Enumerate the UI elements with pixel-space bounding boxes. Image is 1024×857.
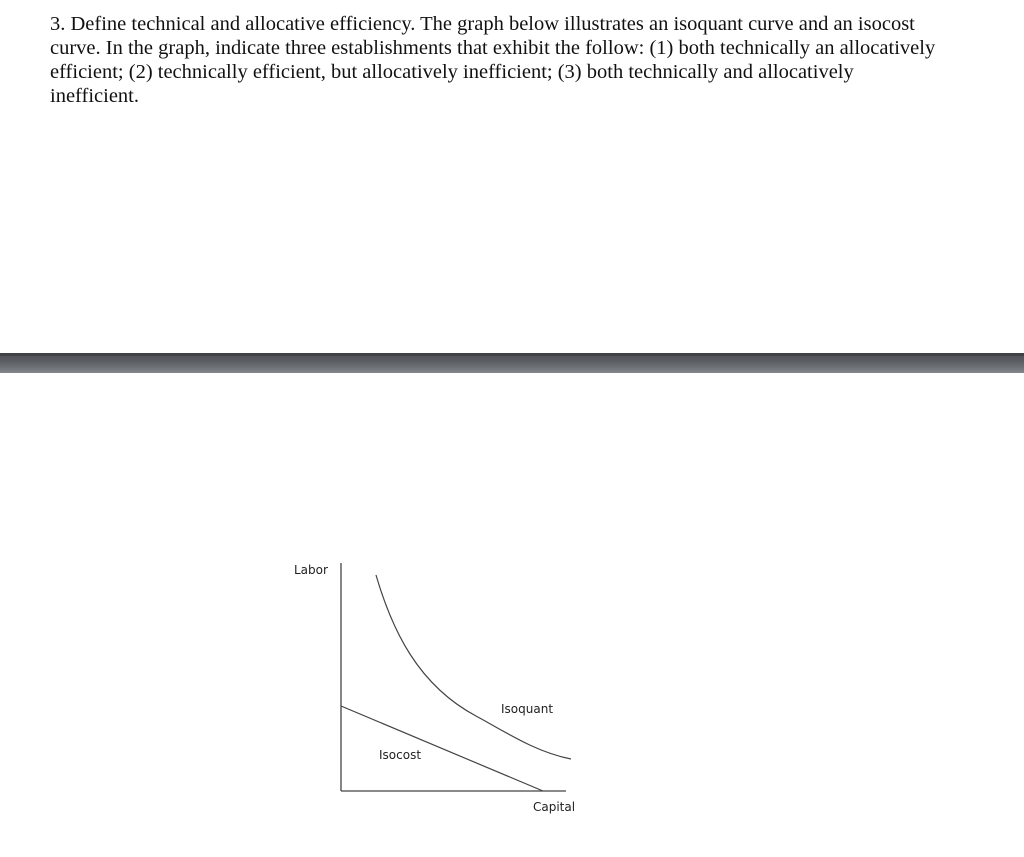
- section-divider-bar: [0, 353, 1024, 373]
- isoquant-label: Isoquant: [501, 702, 554, 716]
- isocost-line: [341, 706, 543, 791]
- isocost-label: Isocost: [379, 748, 422, 762]
- isoquant-curve: [376, 575, 571, 759]
- question-text: 3. Define technical and allocative efficiency. The graph below illustrates an isoquant curve and an isocost curve. In the graph, indicate three establishments that exhibit the follow: (1) both technically an allocatively efficient; (2) technically efficient, but allocatively inefficient; (3) both technically and allocatively inefficient.: [50, 13, 936, 107]
- y-axis-label: Labor: [294, 563, 328, 577]
- isoquant-isocost-diagram: [280, 555, 600, 825]
- section-divider-edge: [0, 353, 1024, 356]
- x-axis-label: Capital: [533, 800, 576, 814]
